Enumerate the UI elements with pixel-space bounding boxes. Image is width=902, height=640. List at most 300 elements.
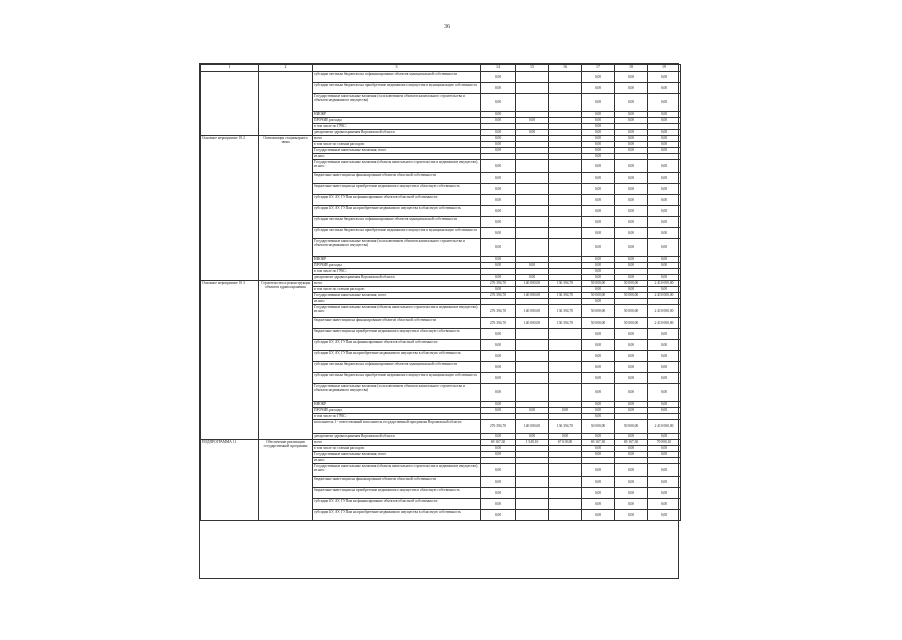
value-cell: 0,00 (648, 112, 681, 118)
value-cell: 0,00 (615, 195, 648, 206)
value-cell: 140 000,00 (516, 318, 549, 329)
value-cell: 0,00 (481, 351, 516, 362)
value-cell: 69 167,30 (481, 440, 516, 446)
value-cell (516, 510, 549, 521)
value-cell: 0,00 (481, 184, 516, 195)
value-cell: 50 000,00 (582, 318, 615, 329)
value-cell: 0,00 (648, 373, 681, 384)
value-cell: 0,00 (615, 206, 648, 217)
value-cell (516, 384, 549, 402)
value-cell (516, 173, 549, 184)
value-cell (549, 228, 582, 239)
value-cell: 0,00 (582, 130, 615, 136)
value-cell: 0,00 (615, 83, 648, 94)
column-header: 17 (582, 65, 615, 72)
value-cell: 0,00 (615, 446, 648, 452)
value-cell: 0,00 (582, 384, 615, 402)
expense-item-cell: субсидии местным бюджетам на приобретение недвижимого имущества в муниципальную собственность (313, 228, 481, 239)
expense-item-cell: Государственные капитальные вложения, всего (313, 452, 481, 458)
value-cell: 0,00 (648, 83, 681, 94)
value-cell: 0,00 (582, 299, 615, 305)
expense-item-cell: субсидии БУ, АУ, ГУПам на приобретение недвижимого имущества в областную собственность (313, 510, 481, 521)
value-cell: 0,00 (481, 434, 516, 440)
expense-item-cell: Государственные капитальные вложения, всего (313, 148, 481, 154)
value-cell (516, 206, 549, 217)
value-cell (516, 228, 549, 239)
value-cell: 140 000,00 (516, 293, 549, 299)
value-cell: 2 410 000,00 (648, 420, 681, 434)
value-cell: 50 000,00 (615, 420, 648, 434)
value-cell: 0,00 (648, 142, 681, 148)
value-cell: 0,00 (481, 160, 516, 173)
value-cell (516, 239, 549, 257)
value-cell: 0,00 (582, 148, 615, 154)
value-cell: 0,00 (648, 275, 681, 281)
expense-item-cell: бюджетные инвестиции на приобретение недвижимого имущества в областную собственность (313, 184, 481, 195)
measure-number-cell: Основное мероприятие 10.2 (201, 136, 259, 281)
value-cell: 0,00 (516, 434, 549, 440)
column-header: 19 (648, 65, 681, 72)
value-cell: 0,00 (582, 414, 615, 420)
value-cell: 0,00 (582, 402, 615, 408)
value-cell: 0,00 (516, 263, 549, 269)
value-cell: 0,00 (648, 340, 681, 351)
value-cell: 0,00 (582, 434, 615, 440)
value-cell: 0,00 (648, 228, 681, 239)
value-cell (516, 72, 549, 83)
value-cell: 0,00 (549, 434, 582, 440)
column-header-row (201, 65, 681, 72)
value-cell: 0,00 (615, 118, 648, 124)
value-cell (516, 340, 549, 351)
measure-number-cell (201, 72, 259, 136)
budget-table-sheet (199, 63, 679, 579)
value-cell: 50 000,00 (615, 318, 648, 329)
value-cell (549, 340, 582, 351)
value-cell: 0,00 (582, 351, 615, 362)
value-cell: 0,00 (481, 362, 516, 373)
value-cell: 0,00 (516, 118, 549, 124)
expense-item-cell: бюджетные инвестиции на финансирование объектов областной собственности (313, 173, 481, 184)
value-cell: 0,00 (615, 434, 648, 440)
value-cell: 0,00 (582, 362, 615, 373)
expense-item-cell: в том числе по ГРБС: (313, 414, 481, 420)
expense-item-cell: департамент здравоохранения Воронежской области (313, 434, 481, 440)
value-cell (549, 195, 582, 206)
value-cell: 0,00 (615, 228, 648, 239)
measure-number-cell: ПОДПРОГРАММА 11 (201, 440, 259, 521)
expense-item-cell: в том числе по ГРБС: (313, 269, 481, 275)
value-cell: 0,00 (615, 287, 648, 293)
value-cell: 0,00 (481, 142, 516, 148)
value-cell: 0,00 (648, 184, 681, 195)
value-cell: 0,00 (582, 72, 615, 83)
value-cell: 0,00 (481, 112, 516, 118)
expense-item-cell: бюджетные инвестиции на приобретение недвижимого имущества в областную собственность (313, 488, 481, 499)
value-cell: 0,00 (615, 408, 648, 414)
value-cell: 0,00 (516, 408, 549, 414)
value-cell (549, 173, 582, 184)
value-cell: 0,00 (615, 275, 648, 281)
value-cell: 0,00 (481, 464, 516, 477)
value-cell: 67 618,00 (549, 440, 582, 446)
value-cell: 0,00 (481, 195, 516, 206)
value-cell: 0,00 (516, 130, 549, 136)
expense-item-cell: бюджетные инвестиции на финансирование объектов областной собственности (313, 318, 481, 329)
value-cell: 0,00 (648, 402, 681, 408)
measure-name-cell: Обеспечение реализации государственной программы (259, 440, 313, 521)
expense-item-cell: НИОКР (313, 112, 481, 118)
value-cell: 0,00 (582, 257, 615, 263)
value-cell: 0,00 (481, 446, 516, 452)
value-cell: 0,00 (481, 263, 516, 269)
value-cell: 0,00 (648, 136, 681, 142)
value-cell: 0,00 (648, 362, 681, 373)
value-cell (549, 464, 582, 477)
value-cell: 276 394,70 (481, 420, 516, 434)
value-cell: 140 000,00 (516, 281, 549, 287)
value-cell: 0,00 (481, 83, 516, 94)
expense-item-cell: ПРОЧИЕ расходы (313, 263, 481, 269)
value-cell: 0,00 (481, 239, 516, 257)
value-cell (516, 499, 549, 510)
column-header: 2 (259, 65, 313, 72)
value-cell: 140 000,00 (516, 420, 549, 434)
value-cell: 0,00 (582, 340, 615, 351)
column-header: 16 (549, 65, 582, 72)
value-cell: 0,00 (481, 217, 516, 228)
value-cell: 0,00 (582, 477, 615, 488)
value-cell: 0,00 (615, 184, 648, 195)
expense-item-cell: НИОКР (313, 402, 481, 408)
value-cell: 0,00 (615, 452, 648, 458)
value-cell: 0,00 (481, 173, 516, 184)
expense-item-cell: всего (313, 136, 481, 142)
value-cell (516, 94, 549, 112)
value-cell (516, 160, 549, 173)
value-cell (549, 239, 582, 257)
value-cell: 0,00 (615, 499, 648, 510)
value-cell: 0,00 (582, 269, 615, 275)
value-cell (516, 351, 549, 362)
expense-item-cell: бюджетные инвестиции на приобретение недвижимого имущества в областную собственность (313, 329, 481, 340)
value-cell: 0,00 (582, 510, 615, 521)
value-cell: 0,00 (481, 499, 516, 510)
value-cell: 0,00 (648, 434, 681, 440)
value-cell: 0,00 (481, 510, 516, 521)
value-cell: 0,00 (481, 136, 516, 142)
value-cell (549, 384, 582, 402)
expense-item-cell: субсидии БУ, АУ, ГУПам на приобретение недвижимого имущества в областную собственность (313, 351, 481, 362)
expense-item-cell: в том числе по статьям расходов: (313, 287, 481, 293)
expense-item-cell: из них: (313, 299, 481, 305)
value-cell: 0,00 (615, 488, 648, 499)
value-cell (549, 362, 582, 373)
value-cell: 276 394,70 (481, 305, 516, 318)
value-cell: 136 394,70 (549, 305, 582, 318)
value-cell: 0,00 (582, 263, 615, 269)
value-cell: 0,00 (615, 239, 648, 257)
value-cell (549, 477, 582, 488)
value-cell: 136 394,70 (549, 293, 582, 299)
value-cell (516, 477, 549, 488)
value-cell: 0,00 (582, 206, 615, 217)
column-header: 15 (516, 65, 549, 72)
value-cell: 2 410 000,00 (648, 305, 681, 318)
value-cell (516, 488, 549, 499)
value-cell: 0,00 (582, 275, 615, 281)
value-cell (549, 217, 582, 228)
measure-name-cell: Оптимизация стационарного звена (259, 136, 313, 281)
value-cell: 0,00 (582, 287, 615, 293)
value-cell (549, 160, 582, 173)
value-cell: 0,00 (648, 287, 681, 293)
expense-item-cell: из них: (313, 458, 481, 464)
expense-item-cell: в том числе по статьям расходов: (313, 446, 481, 452)
value-cell: 0,00 (582, 408, 615, 414)
value-cell (516, 373, 549, 384)
value-cell: 50 000,00 (615, 281, 648, 287)
budget-table (200, 64, 681, 521)
value-cell: 0,00 (615, 351, 648, 362)
value-cell: 0,00 (615, 148, 648, 154)
value-cell: 0,00 (615, 362, 648, 373)
value-cell: 0,00 (582, 154, 615, 160)
value-cell: 0,00 (481, 373, 516, 384)
value-cell (516, 329, 549, 340)
value-cell: 136 394,70 (549, 318, 582, 329)
value-cell: 0,00 (615, 384, 648, 402)
value-cell: 0,00 (582, 329, 615, 340)
value-cell: 0,00 (481, 118, 516, 124)
value-cell: 0,00 (615, 217, 648, 228)
value-cell: 0,00 (481, 488, 516, 499)
value-cell: 0,00 (481, 287, 516, 293)
value-cell: 50 000,00 (582, 420, 615, 434)
value-cell (549, 351, 582, 362)
column-header: 3 (313, 65, 481, 72)
expense-item-cell: департамент здравоохранения Воронежской области (313, 275, 481, 281)
value-cell (516, 195, 549, 206)
value-cell: 0,00 (582, 217, 615, 228)
value-cell: 0,00 (648, 94, 681, 112)
value-cell: 0,00 (516, 275, 549, 281)
value-cell: 0,00 (582, 446, 615, 452)
value-cell: 0,00 (549, 408, 582, 414)
value-cell: 0,00 (648, 206, 681, 217)
expense-item-cell: исполнитель 1 - ответственный исполнитель государственной программы Воронежской области (313, 420, 481, 434)
value-cell: 0,00 (648, 477, 681, 488)
value-cell (516, 83, 549, 94)
expense-item-cell: субсидии местным бюджетам на приобретение недвижимого имущества в муниципальную собственность (313, 83, 481, 94)
value-cell: 0,00 (481, 206, 516, 217)
value-cell: 69 167,30 (615, 440, 648, 446)
value-cell (516, 362, 549, 373)
value-cell: 0,00 (582, 118, 615, 124)
value-cell: 0,00 (481, 275, 516, 281)
value-cell: 0,00 (481, 340, 516, 351)
value-cell: 0,00 (615, 340, 648, 351)
value-cell: 0,00 (615, 136, 648, 142)
value-cell: 0,00 (582, 124, 615, 130)
expense-item-cell: всего (313, 440, 481, 446)
value-cell: 50 000,00 (582, 281, 615, 287)
value-cell: 0,00 (648, 195, 681, 206)
value-cell (549, 499, 582, 510)
value-cell: 0,00 (615, 464, 648, 477)
value-cell: 0,00 (648, 148, 681, 154)
value-cell: 70 000,10 (648, 440, 681, 446)
value-cell: 0,00 (615, 142, 648, 148)
expense-item-cell: субсидии местным бюджетам на софинансирование объектов муниципальной собственности (313, 362, 481, 373)
expense-item-cell: субсидии БУ, АУ, ГУПам на приобретение недвижимого имущества в областную собственность (313, 206, 481, 217)
value-cell: 50 000,00 (582, 305, 615, 318)
value-cell: 0,00 (615, 329, 648, 340)
measure-name-cell (259, 72, 313, 136)
value-cell: 0,00 (481, 452, 516, 458)
value-cell: 0,00 (481, 384, 516, 402)
expense-item-cell: всего (313, 281, 481, 287)
expense-item-cell: в том числе по статьям расходов: (313, 142, 481, 148)
value-cell: 0,00 (648, 239, 681, 257)
value-cell: 0,00 (615, 402, 648, 408)
value-cell: 0,00 (481, 329, 516, 340)
value-cell: 0,00 (582, 452, 615, 458)
value-cell: 50 000,00 (615, 293, 648, 299)
value-cell: 0,00 (582, 373, 615, 384)
value-cell: 0,00 (648, 118, 681, 124)
value-cell: 0,00 (582, 499, 615, 510)
column-header: 1 (201, 65, 259, 72)
expense-item-cell: департамент здравоохранения Воронежской области (313, 130, 481, 136)
value-cell: 0,00 (615, 160, 648, 173)
expense-item-cell: из них: (313, 154, 481, 160)
value-cell: 0,00 (648, 464, 681, 477)
value-cell: 0,00 (582, 488, 615, 499)
value-cell: 0,00 (481, 402, 516, 408)
value-cell: 0,00 (582, 239, 615, 257)
expense-item-cell: субсидии местным бюджетам на софинансирование объектов муниципальной собственности (313, 72, 481, 83)
value-cell (516, 217, 549, 228)
value-cell: 0,00 (615, 130, 648, 136)
value-cell: 0,00 (582, 228, 615, 239)
value-cell: 136 394,70 (549, 420, 582, 434)
value-cell: 0,00 (648, 217, 681, 228)
value-cell: 0,00 (648, 130, 681, 136)
value-cell (549, 94, 582, 112)
value-cell: 0,00 (481, 257, 516, 263)
value-cell: 0,00 (648, 263, 681, 269)
page-number: 36 (444, 24, 450, 30)
value-cell: 0,00 (648, 510, 681, 521)
value-cell: 0,00 (481, 130, 516, 136)
value-cell: 0,00 (582, 94, 615, 112)
column-header: 18 (615, 65, 648, 72)
value-cell: 0,00 (582, 464, 615, 477)
column-header: 14 (481, 65, 516, 72)
value-cell: 0,00 (615, 373, 648, 384)
value-cell: 0,00 (615, 477, 648, 488)
expense-item-cell: Государственные капитальные вложения (объекты капитального строительства и недвижимое имущество), из них: (313, 464, 481, 477)
expense-item-cell: бюджетные инвестиции на финансирование объектов областной собственности (313, 477, 481, 488)
value-cell: 0,00 (481, 228, 516, 239)
value-cell: 50 000,00 (615, 305, 648, 318)
value-cell: 0,00 (648, 351, 681, 362)
value-cell: 0,00 (615, 263, 648, 269)
value-cell: 0,00 (582, 173, 615, 184)
measure-name-cell: Строительство и реконструкция объектов здравоохранения (259, 281, 313, 440)
value-cell: 0,00 (648, 257, 681, 263)
expense-item-cell: ПРОЧИЕ расходы (313, 118, 481, 124)
value-cell: 0,00 (582, 142, 615, 148)
expense-item-cell: субсидии БУ, АУ, ГУПам на финансирование объектов областной собственности (313, 195, 481, 206)
value-cell: 0,00 (481, 477, 516, 488)
value-cell: 0,00 (648, 446, 681, 452)
value-cell (516, 184, 549, 195)
value-cell: 0,00 (615, 257, 648, 263)
expense-item-cell: Государственные капитальные вложения (объекты капитального строительства и недвижимое имущество), из них: (313, 305, 481, 318)
expense-item-cell: НИОКР (313, 257, 481, 263)
value-cell: 0,00 (582, 160, 615, 173)
value-cell: 0,00 (648, 173, 681, 184)
expense-item-cell: Государственные капитальные вложения (за исключением объектов капитального строительства и объектов недвижимого имущества) (313, 239, 481, 257)
value-cell (516, 464, 549, 477)
expense-item-cell: субсидии местным бюджетам на приобретение недвижимого имущества в муниципальную собственность (313, 373, 481, 384)
value-cell: 0,00 (648, 160, 681, 173)
value-cell: 0,00 (582, 184, 615, 195)
value-cell (549, 184, 582, 195)
value-cell (549, 488, 582, 499)
value-cell (549, 510, 582, 521)
value-cell: 69 167,30 (582, 440, 615, 446)
value-cell (549, 329, 582, 340)
expense-item-cell: субсидии БУ, АУ, ГУПам на финансирование объектов областной собственности (313, 340, 481, 351)
value-cell: 0,00 (481, 148, 516, 154)
value-cell: 276 394,70 (481, 281, 516, 287)
value-cell: 0,00 (615, 94, 648, 112)
value-cell: 276 394,70 (481, 293, 516, 299)
expense-item-cell: субсидии БУ, АУ, ГУПам на финансирование объектов областной собственности (313, 499, 481, 510)
table-row (201, 72, 681, 83)
value-cell: 2 410 000,00 (648, 318, 681, 329)
value-cell: 2 410 000,00 (648, 293, 681, 299)
value-cell: 0,00 (481, 408, 516, 414)
value-cell: 0,00 (648, 72, 681, 83)
expense-item-cell: Государственные капитальные вложения (объекты капитального строительства и недвижимое имущество), из них: (313, 160, 481, 173)
value-cell: 1 549,10 (516, 440, 549, 446)
value-cell (549, 83, 582, 94)
value-cell: 0,00 (648, 488, 681, 499)
value-cell: 136 394,70 (549, 281, 582, 287)
expense-item-cell: субсидии местным бюджетам на софинансирование объектов муниципальной собственности (313, 217, 481, 228)
expense-item-cell: в том числе по ГРБС: (313, 124, 481, 130)
expense-item-cell: Государственные капитальные вложения (за исключением объектов капитального строительства и объектов недвижимого имущества) (313, 384, 481, 402)
value-cell: 0,00 (648, 408, 681, 414)
value-cell: 276 394,70 (481, 318, 516, 329)
value-cell: 50 000,00 (582, 293, 615, 299)
value-cell: 0,00 (481, 72, 516, 83)
table-body (201, 72, 681, 521)
value-cell: 0,00 (582, 136, 615, 142)
value-cell: 140 000,00 (516, 305, 549, 318)
expense-item-cell: ПРОЧИЕ расходы (313, 408, 481, 414)
value-cell (549, 206, 582, 217)
value-cell: 2 410 000,00 (648, 281, 681, 287)
value-cell: 0,00 (615, 173, 648, 184)
expense-item-cell: Государственные капитальные вложения (за исключением объектов капитального строительства и объектов недвижимого имущества) (313, 94, 481, 112)
value-cell: 0,00 (648, 452, 681, 458)
value-cell (549, 373, 582, 384)
